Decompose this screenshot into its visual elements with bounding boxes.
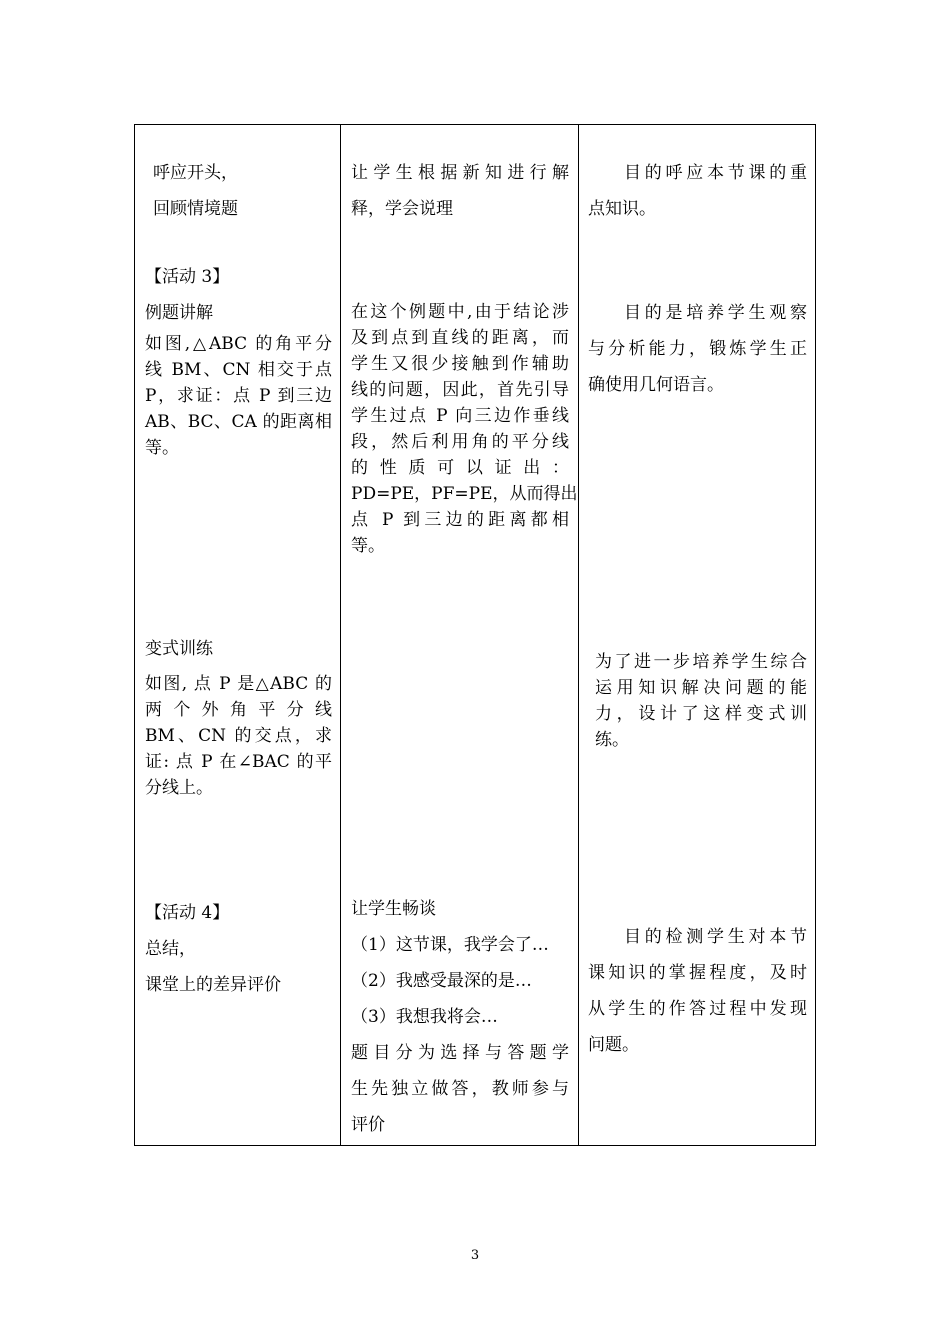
variant-purpose-line: 力，设计了这样变式训 bbox=[595, 704, 807, 724]
variant-purpose-line: 练。 bbox=[595, 730, 629, 750]
example-line: 等。 bbox=[145, 438, 179, 458]
intro-purpose bbox=[588, 155, 807, 227]
example-explanation-line: 段，然后利用角的平分线 bbox=[351, 432, 569, 452]
example-explanation-line: 等。 bbox=[351, 536, 385, 556]
variant-problem bbox=[145, 671, 332, 801]
variant-purpose-line: 运用知识解决问题的能 bbox=[595, 678, 807, 698]
summary-purpose-line: 从学生的作答过程中发现 bbox=[588, 999, 807, 1019]
intro-purpose-line: 目的呼应本节课的重 bbox=[624, 163, 807, 183]
example-purpose-line: 确使用几何语言。 bbox=[588, 375, 724, 395]
variant-purpose bbox=[595, 649, 807, 753]
summary-line: （2）我感受最深的是… bbox=[351, 971, 532, 991]
example-explanation bbox=[351, 299, 578, 559]
activity3-heading bbox=[145, 259, 229, 331]
example-purpose-line: 目的是培养学生观察 bbox=[624, 303, 807, 323]
column-divider bbox=[578, 125, 579, 1145]
example-purpose-line: 与分析能力，锻炼学生正 bbox=[588, 339, 807, 359]
page-number: 3 bbox=[470, 1248, 480, 1263]
column-divider bbox=[340, 125, 341, 1145]
summary-line: （1）这节课，我学会了… bbox=[351, 935, 549, 955]
variant-line: 两个外角平分线 bbox=[145, 700, 332, 720]
variant-purpose-line: 为了进一步培养学生综合 bbox=[595, 652, 807, 672]
summary-purpose-line: 目的检测学生对本节 bbox=[624, 927, 807, 947]
activity3-title: 例题讲解 bbox=[145, 303, 213, 323]
summary-purpose bbox=[588, 919, 807, 1063]
variant-line: 分线上。 bbox=[145, 778, 213, 798]
summary-line: 生先独立做答，教师参与 bbox=[351, 1079, 569, 1099]
summary-line: 评价 bbox=[351, 1115, 385, 1135]
example-line: AB、BC、CA 的距离相 bbox=[145, 412, 332, 432]
summary-line: （3）我想我将会… bbox=[351, 1007, 498, 1027]
activity4-title: 总结， bbox=[145, 939, 196, 959]
example-explanation-line: PD=PE，PF=PE，从而得出 bbox=[351, 484, 578, 504]
example-line: 线 BM、CN 相交于点 bbox=[145, 360, 332, 380]
intro-explanation bbox=[351, 155, 569, 227]
example-explanation-line: 的性质可以证出： bbox=[351, 458, 569, 478]
lesson-plan-table bbox=[134, 124, 816, 1146]
summary-purpose-line: 问题。 bbox=[588, 1035, 639, 1055]
variant-line: 如图, 点 P 是△ABC 的 bbox=[145, 674, 332, 694]
example-line: P，求证：点 P 到三边 bbox=[145, 386, 332, 406]
summary-line: 让学生畅谈 bbox=[351, 899, 436, 919]
activity4-sub: 课堂上的差异评价 bbox=[145, 975, 281, 995]
example-purpose bbox=[588, 295, 807, 403]
example-explanation-line: 学生过点 P 向三边作垂线 bbox=[351, 406, 569, 426]
intro-cell bbox=[153, 155, 238, 227]
summary-purpose-line: 课知识的掌握程度，及时 bbox=[588, 963, 807, 983]
example-explanation-line: 点 P 到三边的距离都相 bbox=[351, 510, 569, 530]
example-line: 如图,△ABC 的角平分 bbox=[145, 334, 332, 354]
activity4-tag: 【活动 4】 bbox=[145, 903, 230, 923]
example-explanation-line: 及到点到直线的距离，而 bbox=[351, 328, 569, 348]
variant-line: 证: 点 P 在∠BAC 的平 bbox=[145, 752, 332, 772]
intro-line: 呼应开头， bbox=[153, 163, 238, 183]
summary-prompts bbox=[351, 891, 569, 1143]
intro-purpose-line: 点知识。 bbox=[588, 199, 656, 219]
variant-line: BM、CN 的交点，求 bbox=[145, 726, 332, 746]
intro-line: 回顾情境题 bbox=[153, 199, 238, 219]
example-explanation-line: 线的问题，因此，首先引导 bbox=[351, 380, 569, 400]
intro-explanation-line: 让学生根据新知进行解 bbox=[351, 163, 569, 183]
summary-line: 题目分为选择与答题学 bbox=[351, 1043, 569, 1063]
activity3-tag: 【活动 3】 bbox=[145, 267, 230, 287]
activity4-heading bbox=[145, 895, 281, 1003]
example-problem bbox=[145, 331, 332, 461]
variant-title: 变式训练 bbox=[145, 639, 213, 659]
example-explanation-line: 学生又很少接触到作辅助 bbox=[351, 354, 569, 374]
example-explanation-line: 在这个例题中,由于结论涉 bbox=[351, 302, 569, 322]
intro-explanation-line: 释，学会说理 bbox=[351, 199, 453, 219]
